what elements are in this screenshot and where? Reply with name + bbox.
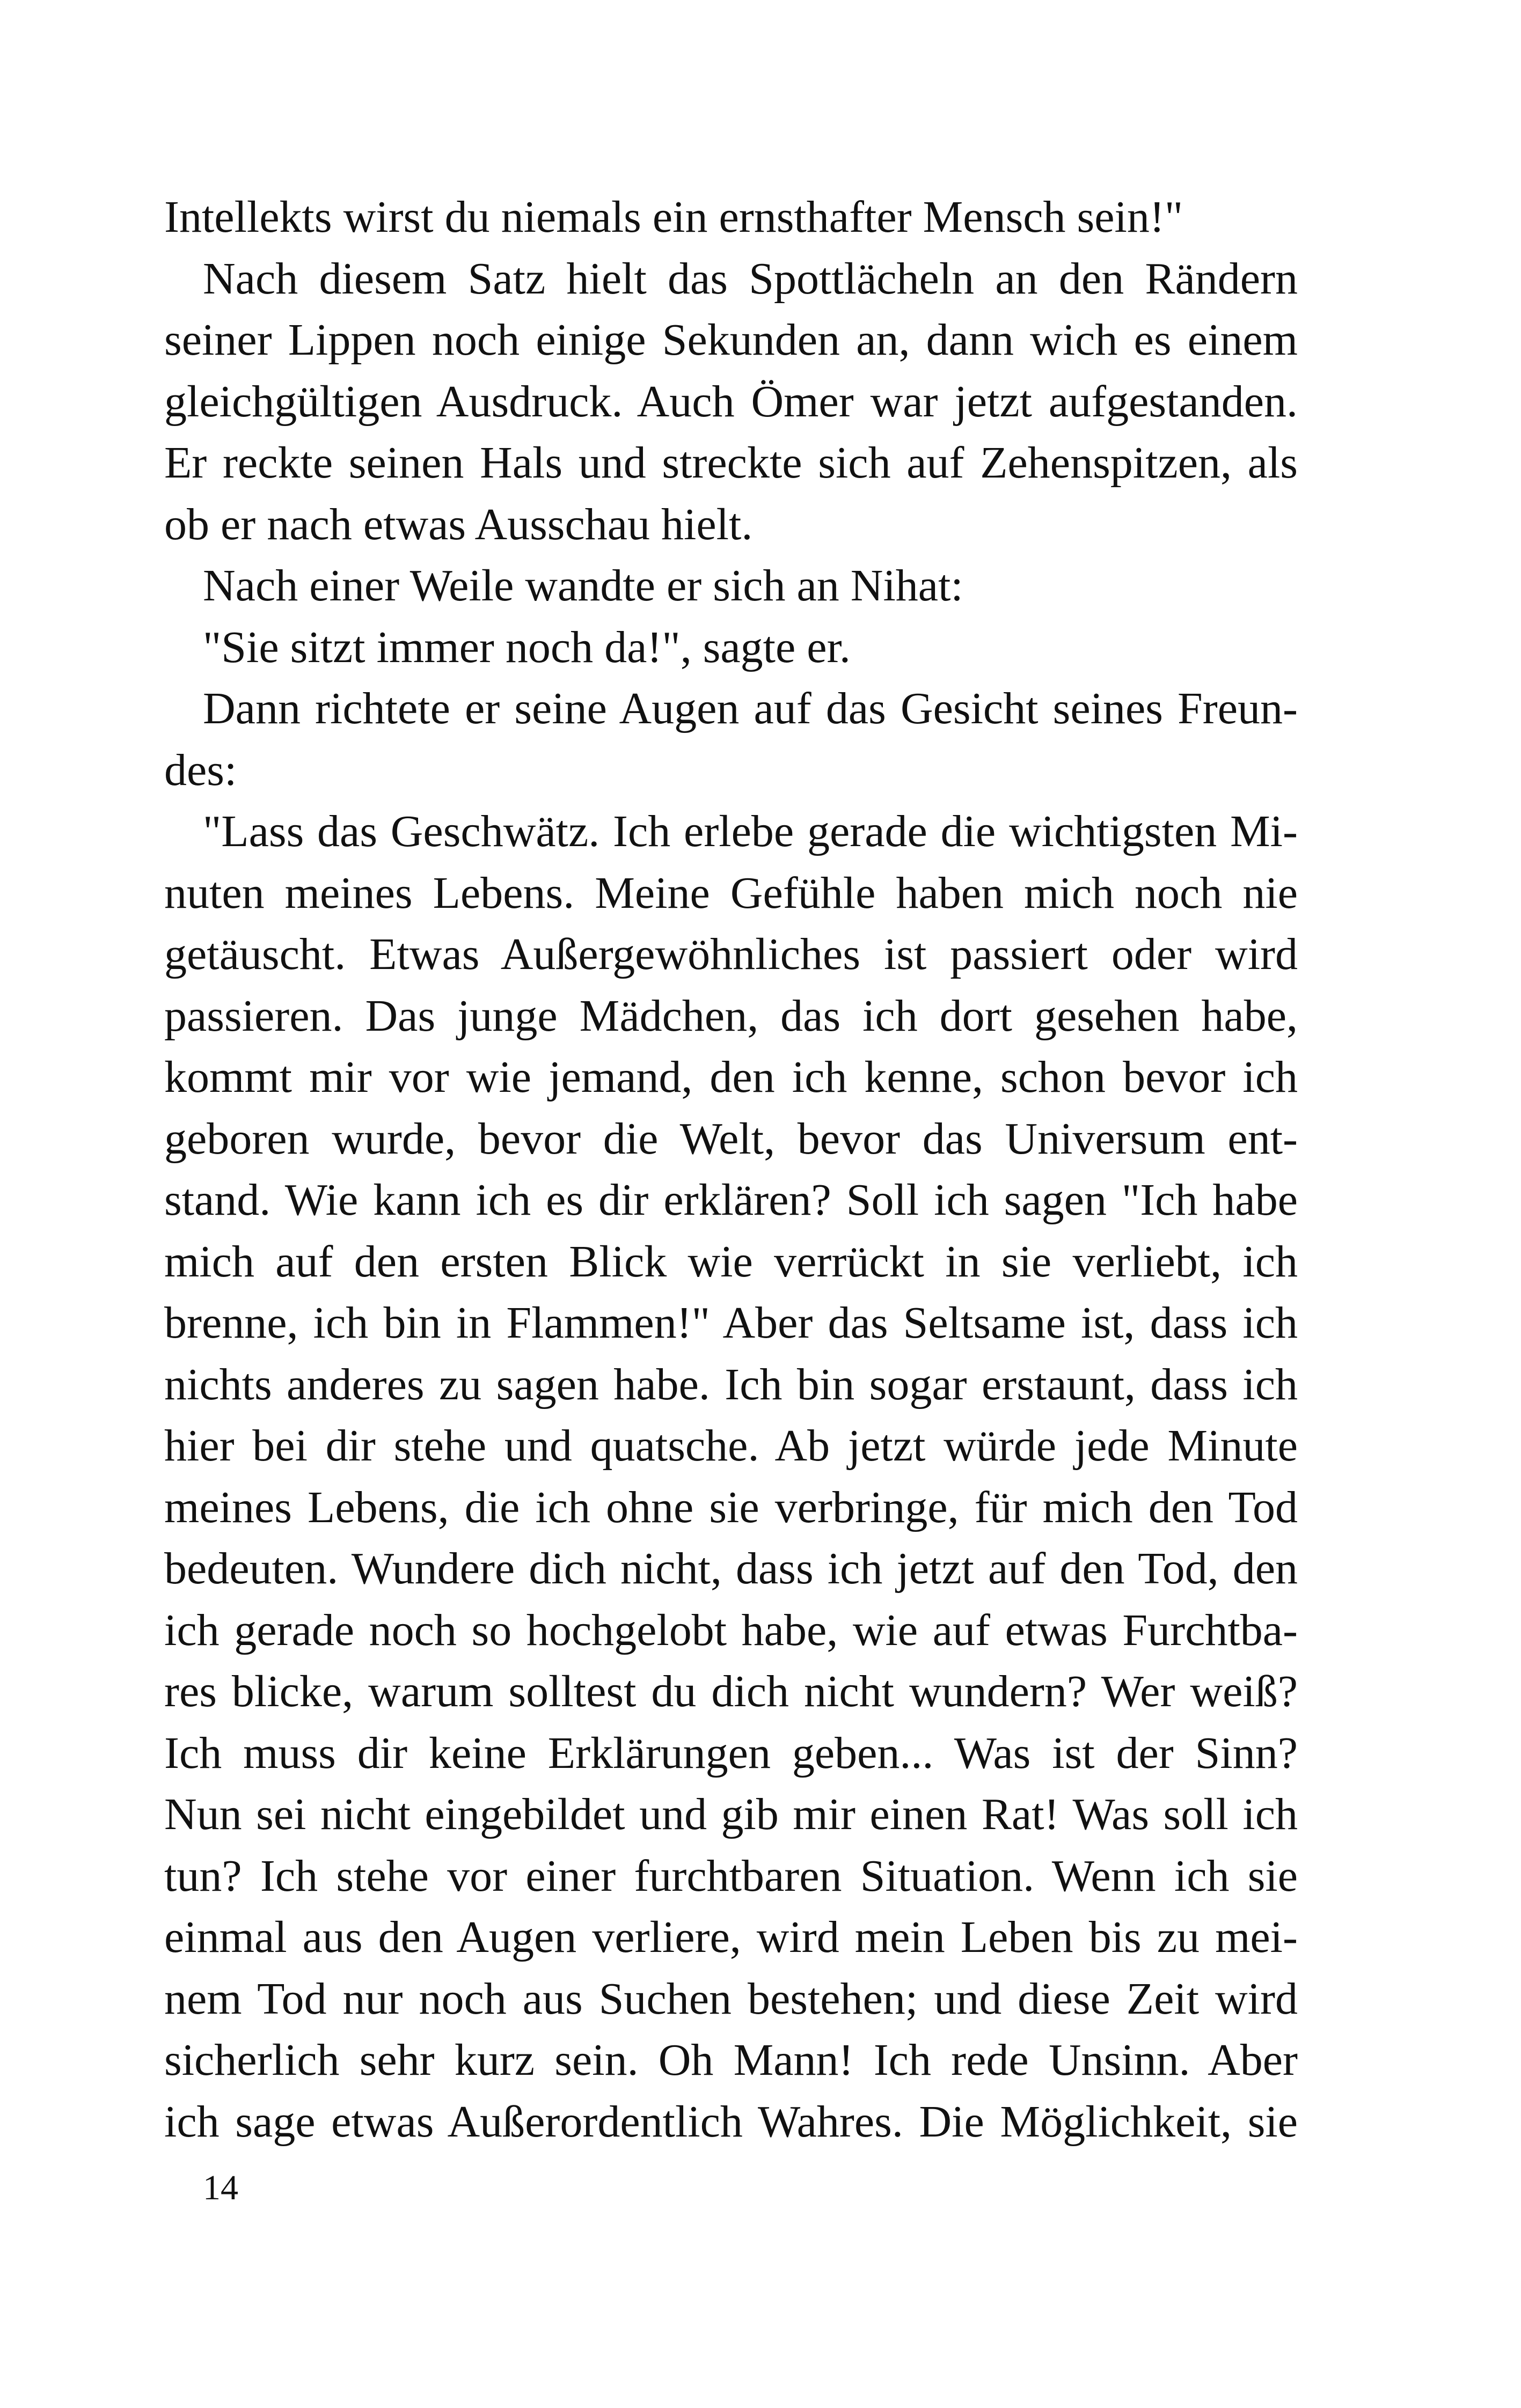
text-line: seiner Lippen noch einige Sekunden an, dann wich es einem xyxy=(164,315,1298,365)
text-line: Nun sei nicht eingebildet und gib mir einen Rat! Was soll ich xyxy=(164,1789,1298,1839)
text-line: res blicke, warum solltest du dich nicht wundern? Wer weiß? xyxy=(164,1666,1298,1716)
text-line: brenne, ich bin in Flammen!" Aber das Seltsame ist, dass ich xyxy=(164,1298,1298,1348)
text-line: tun? Ich stehe vor einer furchtbaren Situation. Wenn ich sie xyxy=(164,1851,1298,1901)
text-line: bedeuten. Wundere dich nicht, dass ich jetzt auf den Tod, den xyxy=(164,1544,1298,1594)
text-line: Nach diesem Satz hielt das Spottlächeln an den Rändern xyxy=(203,253,1298,304)
text-line: nuten meines Lebens. Meine Gefühle haben mich noch nie xyxy=(164,868,1298,918)
text-line: einmal aus den Augen verliere, wird mein Leben bis zu mei- xyxy=(164,1912,1298,1962)
body-text xyxy=(164,187,1298,2153)
text-line: sicherlich sehr kurz sein. Oh Mann! Ich rede Unsinn. Aber xyxy=(164,2035,1298,2085)
text-line: geboren wurde, bevor die Welt, bevor das Universum ent- xyxy=(164,1113,1298,1164)
text-line: passieren. Das junge Mädchen, das ich dort gesehen habe, xyxy=(164,990,1298,1041)
text-line: ich gerade noch so hochgelobt habe, wie auf etwas Furchtba- xyxy=(164,1605,1298,1655)
text-line: ob er nach etwas Ausschau hielt. xyxy=(164,499,753,549)
text-line: kommt mir vor wie jemand, den ich kenne, schon bevor ich xyxy=(164,1052,1298,1102)
text-line: mich auf den ersten Blick wie verrückt in sie verliebt, ich xyxy=(164,1236,1298,1287)
text-line: Nach einer Weile wandte er sich an Nihat: xyxy=(203,561,963,611)
text-line: "Lass das Geschwätz. Ich erlebe gerade die wichtigsten Mi- xyxy=(203,806,1298,856)
text-line: nem Tod nur noch aus Suchen bestehen; und diese Zeit wird xyxy=(164,1973,1298,2024)
page-number: 14 xyxy=(203,2168,238,2207)
text-line: getäuscht. Etwas Außergewöhnliches ist passiert oder wird xyxy=(164,929,1298,979)
text-line: Dann richtete er seine Augen auf das Gesicht seines Freun- xyxy=(203,684,1298,733)
text-line: meines Lebens, die ich ohne sie verbringe, für mich den Tod xyxy=(164,1482,1298,1532)
text-line: nichts anderes zu sagen habe. Ich bin sogar erstaunt, dass ich xyxy=(164,1359,1298,1409)
text-line: ich sage etwas Außerordentlich Wahres. Die Möglichkeit, sie xyxy=(164,2096,1298,2147)
text-line: gleichgültigen Ausdruck. Auch Ömer war jetzt aufgestanden. xyxy=(164,376,1298,427)
text-line: hier bei dir stehe und quatsche. Ab jetzt würde jede Minute xyxy=(164,1421,1298,1471)
text-line: Er reckte seinen Hals und streckte sich auf Zehenspitzen, als xyxy=(164,438,1298,488)
text-line: des: xyxy=(164,745,237,795)
text-line: Intellekts wirst du niemals ein ernsthafter Mensch sein!" xyxy=(164,192,1183,242)
text-line: Ich muss dir keine Erklärungen geben... Was ist der Sinn? xyxy=(164,1728,1298,1778)
text-line: stand. Wie kann ich es dir erklären? Soll ich sagen "Ich habe xyxy=(164,1175,1298,1225)
text-line: "Sie sitzt immer noch da!", sagte er. xyxy=(203,622,851,672)
